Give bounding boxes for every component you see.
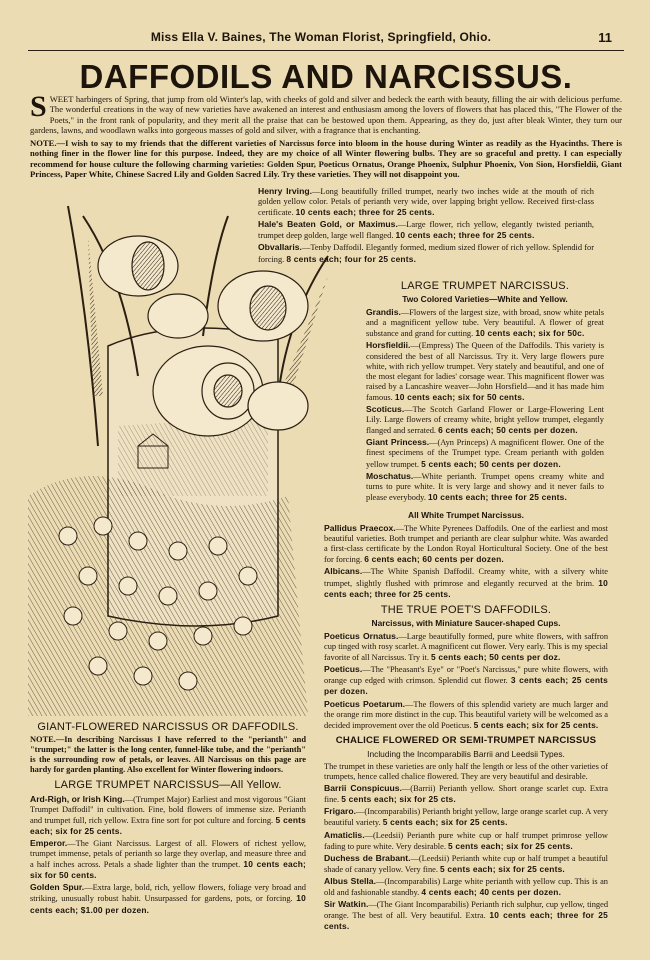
left-bottom-column	[30, 722, 306, 917]
entry-giant-princess: Giant Princess.—(Ayn Princeps) A magnificent flower. One of the finest specimens of the Trumpet type. Cream perianth with golden yellow trumpet. 5 cents each; 50 cents per dozen.	[366, 437, 604, 469]
giant-flowered-heading: GIANT-FLOWERED NARCISSUS OR DAFFODILS.	[37, 721, 299, 733]
dropcap: S	[30, 90, 47, 123]
entry-poeticus-ornatus: Poeticus Ornatus.—Large beautifully formed, pure white flowers, with saffron cup tinged with rosy scarlet. A magnificent cut flower. Very early. This is my special favorite of all Narcissus. Try it. 5 cents each; 50 cents per doz.	[324, 630, 609, 663]
entry-grandis: Grandis.—Flowers of the largest size, with broad, snow white petals and a magnificent yellow tube. Very beautiful. A flower of great substance and grand for cutting. 10 cents each; six for 50c.	[366, 307, 604, 339]
poets-subheading: Narcissus, with Miniature Saucer-shaped Cups.	[371, 617, 561, 628]
page-title: DAFFODILS AND NARCISSUS.	[79, 58, 573, 95]
page-number: 11	[598, 30, 612, 45]
right-top-column	[258, 186, 594, 266]
running-head: Miss Ella V. Baines, The Woman Florist, Springfield, Ohio.	[150, 30, 492, 44]
chalice-subheading: Including the Incomparabilis Barrii and Leedsii Types.	[367, 748, 565, 759]
intro-text: WEET harbingers of Spring, that jump from old Winter's lap, with cheeks of gold and silver and bedeck the earth with beauty, filling the air with delicious perfume. The wonderful creations in the way of new varieties have awakened an interest and enthusiasm among the lovers of flowers that has placed this, "The Flower of the Poets," in the front rank of popularity, and they merit all the praise that can be bestowed upon them. Appearing, as they do, just after bleak Winter, they turn our gardens, lawns, and woodlawn walks into gorgeous masses of gold and silver, with a fragrance that is enchanting.	[30, 94, 622, 135]
entry-horsfieldii: Horsfieldii.—(Empress) The Queen of the Daffodils. This variety is considered the best of all Narcissus. Try it. Very large flowers pure white, with rich yellow trumpet. Very stately and beautiful, and one of the most elegant for ladies' corsage wear. This magnificent flower was raised by a Lancashire weaver—John Horsfield—and it has made him famous. 10 cents each; six for 50 cents.	[366, 340, 604, 402]
entry-albus-stella: Albus Stella.—(Incomparabilis) Large white perianth with yellow cup. This is an old and fashionable standby. 4 cents each; 40 cents per dozen.	[324, 875, 608, 897]
large-trumpet-bicolor-section	[366, 276, 604, 504]
perianth-note: NOTE.—In describing Narcissus I have referred to the "perianth" and "trumpet;" the latter is the long center, funnel-like tube, and the "perianth" is the surrounding row of petals, or leaves. All Narcissus on this page are hardy for garden planting. Also excellent for Winter flowering indoors.	[30, 735, 306, 775]
all-yellow-heading: LARGE TRUMPET NARCISSUS—All Yellow.	[54, 779, 282, 792]
chalice-intro: The trumpet in these varieties are only half the length or less of the other varieties of trumpets, hence called chalice flowered. They are very beautiful and desirable.	[324, 761, 608, 782]
entry-amaticlis: Amaticlis.—(Leedsii) Perianth pure white cup or half trumpet primrose yellow fading to pure white. Very desirable. 5 cents each; six for 25 cents.	[324, 829, 608, 851]
entry-obvallaris: Obvallaris.—Tenby Daffodil. Elegantly formed, medium sized flower of rich yellow. Splendid for forcing. 8 cents each; four for 25 cents.	[258, 242, 594, 264]
entry-sir-watkin: Sir Watkin.—(The Giant Incomparabilis) Perianth rich sulphur, cup yellow, tinged orange. The best of all. Very beautiful. Extra. 10 cents each; three for 25 cents.	[324, 899, 609, 932]
daffodil-illustration	[28, 196, 360, 716]
entry-poeticus-poetarum: Poeticus Poetarum.—The flowers of this splendid variety are much larger and the orange rim more distinct in the cup. This beautiful variety will be welcomed as a decided improvement over the old Poeticus. 5 cents each; six for 25 cents.	[324, 698, 608, 730]
poets-heading: THE TRUE POET'S DAFFODILS.	[380, 603, 552, 616]
entry-emperor: Emperor.—The Giant Narcissus. Largest of all. Flowers of richest yellow, trumpet immense, petals of perianth so large they overlap, and measure three and a half inches across. Petals a shade lighter than the trumpet. 10 cents each; six for 50 cents.	[30, 837, 307, 881]
entry-albicans: Albicans.—The White Spanish Daffodil. Creamy white, with a silvery white trumpet, slightly flushed with primrose and elegantly recurved at the brim. 10 cents each; three for 25 cents.	[324, 566, 609, 599]
header-rule	[28, 50, 624, 51]
entry-golden-spur: Golden Spur.—Extra large, bold, rich, yellow flowers, foliage very broad and striking, unusually robust habit. Unsurpassed for gardens, pots, or forcing. 10 cents each; $1.00 per dozen.	[30, 882, 306, 915]
section-subheading: Two Colored Varieties—White and Yellow.	[402, 294, 568, 305]
section-heading: LARGE TRUMPET NARCISSUS.	[400, 280, 570, 292]
entry-poeticus: Poeticus.—The "Pheasant's Eye" or "Poet's Narcissus," pure white flowers, with orange cup edged with crimson. Splendid cut flower. 3 cents each; 25 cents per dozen.	[324, 664, 608, 697]
all-white-subheading: All White Trumpet Narcissus.	[408, 510, 524, 520]
intro-paragraph	[30, 90, 622, 135]
entry-barrii-conspicuus: Barrii Conspicuus.—(Barrii) Perianth yellow. Short orange scarlet cup. Extra fine. 5 cents each; six for 25 cts.	[324, 783, 608, 805]
right-lower-column	[324, 508, 608, 933]
entry-pallidus-praecox: Pallidus Praecox.—The White Pyrenees Daffodils. One of the earliest and most beautiful varieties. Both trumpet and perianth are clear sulphur white. Was awarded a first-class certificate by the London Royal Horticultural Society. One of the best for forcing. 6 cents each; 60 cents per dozen.	[324, 523, 609, 565]
entry-hales-beaten-gold: Hale's Beaten Gold, or Maximus.—Large flower, rich yellow, elegantly twisted perianth, trumpet deep golden, large well flanged. 10 cents each; three for 25 cents.	[258, 219, 594, 241]
chalice-heading: CHALICE FLOWERED OR SEMI-TRUMPET NARCISSUS	[335, 734, 597, 746]
entry-ard-righ: Ard-Righ, or Irish King.—(Trumpet Major) Earliest and most vigorous "Giant Trumpet Daffodil" in cultivation. Fine, bold flowers of immense size. Perianth and trumpet full, rich yellow. Extra fine sort for pot culture and forcing. 5 cents each; six for 25 cents.	[30, 793, 306, 836]
entry-frigaro: Frigaro.—(Incomparabilis) Perianth bright yellow, large orange scarlet cup. A very beautiful variety. 5 cents each; six for 25 cents.	[324, 806, 608, 828]
entry-scoticus: Scoticus.—The Scotch Garland Flower or Large-Flowering Lent Lily. Large flowers of creamy white, bright yellow trumpet, elegantly flanged and serrated. 6 cents each; 50 cents per dozen.	[366, 404, 604, 436]
entry-henry-irving: Henry Irving.—Long beautifully frilled trumpet, nearly two inches wide at the mouth of rich golden yellow color. Petals of perianth very wide, over lapping bright yellow. Received first-class certificate. 10 cents each; three for 25 cents.	[258, 186, 594, 218]
forcing-note: NOTE.—I wish to say to my friends that the different varieties of Narcissus force into bloom in the house during Winter as readily as the Hyacinths. There is nothing finer in the flower line for this purpose. Indeed, they are my choice of all Winter flowering bulbs. They are so graceful and pretty. I can especially recommend for house culture the following charming varieties: Golden Spur, Poeticus Ornatus, Orange Phoenix, Sulphur Phoenix, Von Sion, Horsfieldii, Giant Princess, Paper White, Chinese Sacred Lily and Golden Sacred Lily. Try these varieties. They will not disappoint you.	[30, 138, 622, 179]
entry-duchess-de-brabant: Duchess de Brabant.—(Leedsii) Perianth white cup or half trumpet a beautiful shade of canary yellow. Very fine. 5 cents each; six for 25 cents.	[324, 852, 609, 874]
entry-moschatus: Moschatus.—White perianth. Trumpet opens creamy white and turns to pure white. It is very large and showy and it never fails to please everybody. 10 cents each; three for 25 cents.	[366, 470, 604, 502]
